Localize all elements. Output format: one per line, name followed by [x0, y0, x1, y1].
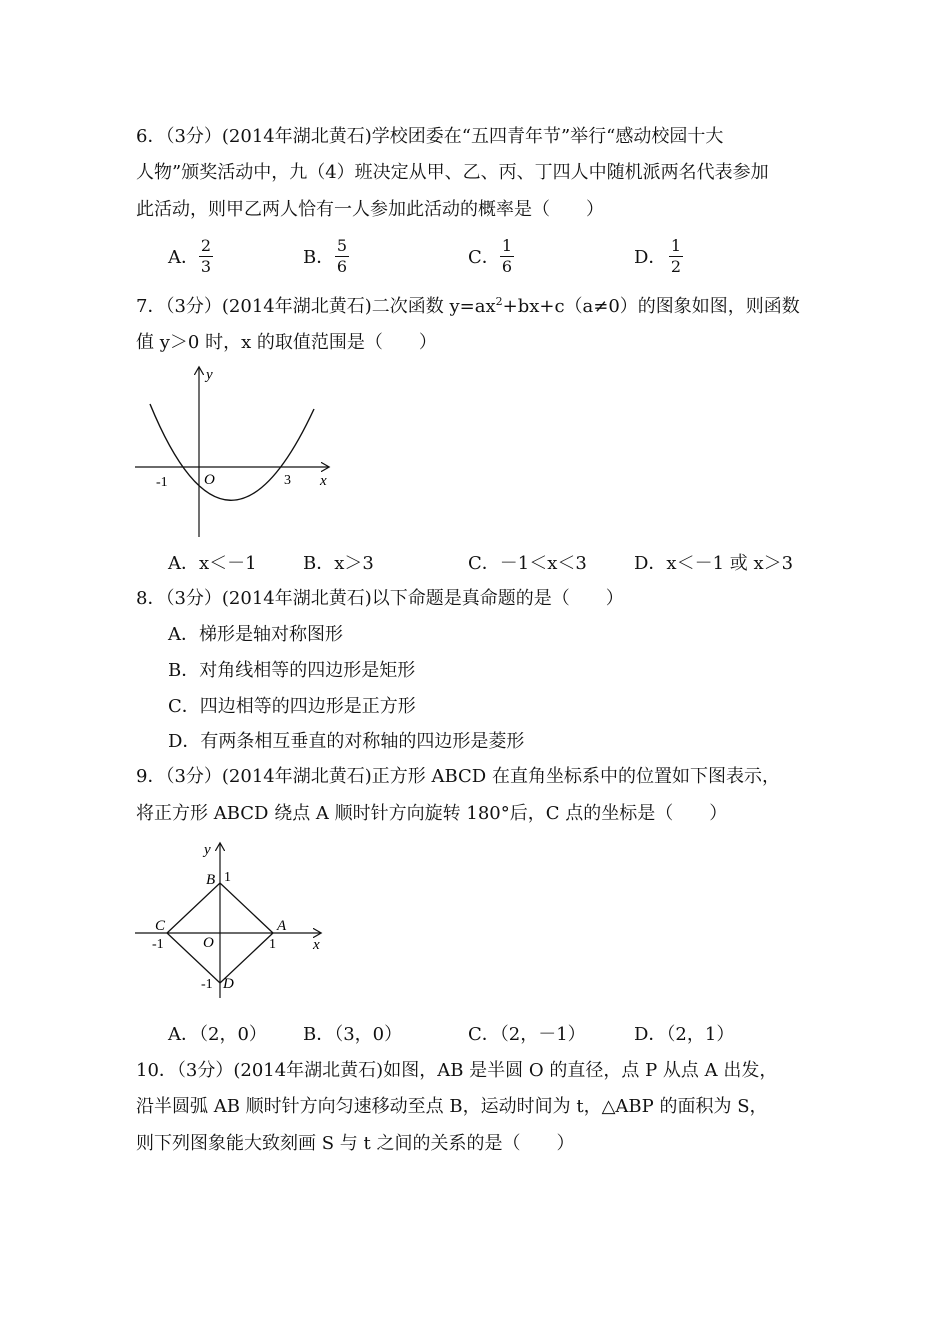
q8-option-a[interactable]: A．梯形是轴对称图形: [168, 624, 343, 645]
q9-option-d[interactable]: D．（2，1）: [634, 1024, 735, 1045]
q7-stem-part: +bx+c（a≠0）的图象如图，则函数: [502, 296, 800, 317]
origin-label: O: [204, 472, 215, 488]
q9-square-figure: [130, 838, 330, 1000]
option-label: A．: [168, 247, 199, 268]
fraction: 2 3: [200, 236, 212, 276]
vertex-b-label: B: [206, 872, 216, 888]
option-label: C．: [468, 247, 500, 268]
y-axis-label: y: [204, 842, 211, 858]
x-axis-label: x: [320, 473, 327, 489]
q9-option-b[interactable]: B．（3，0）: [303, 1024, 403, 1045]
tick-label-y-minus-1: -1: [201, 977, 213, 992]
q6-stem-line-2: 人物”颁奖活动中，九（4）班决定从甲、乙、丙、丁四人中随机派两名代表参加: [136, 162, 769, 183]
q9-stem-line-2: 将正方形 ABCD 绕点 A 顺时针方向旋转 180°后，C 点的坐标是（ ）: [136, 803, 728, 824]
q8-option-b[interactable]: B．对角线相等的四边形是矩形: [168, 660, 416, 681]
fraction: 1 6: [501, 236, 513, 276]
q9-stem-line-1: 9．（3分）(2014年湖北黄石)正方形 ABCD 在直角坐标系中的位置如下图表示，: [136, 766, 780, 787]
tick-label-minus-1: -1: [156, 475, 168, 490]
q6-stem-line-3: 此活动，则甲乙两人恰有一人参加此活动的概率是（ ）: [136, 199, 604, 220]
vertex-d-label: D: [223, 976, 234, 992]
q8-stem-line-1: 8．（3分）(2014年湖北黄石)以下命题是真命题的是（ ）: [136, 588, 624, 609]
option-label: B．: [303, 247, 335, 268]
vertex-c-label: C: [155, 918, 166, 934]
option-label: D．: [634, 247, 667, 268]
q9-option-c[interactable]: C．（2，－1）: [468, 1024, 586, 1045]
origin-label: O: [203, 935, 214, 951]
q7-parabola-figure: [130, 362, 340, 542]
tick-label-3: 3: [284, 473, 291, 488]
q10-stem-line-2: 沿半圆弧 AB 顺时针方向匀速移动至点 B，运动时间为 t，△ABP 的面积为 S，: [136, 1096, 768, 1117]
q7-option-b[interactable]: B．x＞3: [303, 553, 374, 574]
tick-label-x-minus-1: -1: [152, 937, 164, 952]
q7-option-a[interactable]: A．x＜－1: [168, 553, 257, 574]
q7-stem-line-2: 值 y＞0 时，x 的取值范围是（ ）: [136, 332, 437, 353]
q9-option-a[interactable]: A．（2，0）: [168, 1024, 267, 1045]
q10-stem-line-1: 10．（3分）(2014年湖北黄石)如图，AB 是半圆 O 的直径，点 P 从点 A 出发，: [136, 1060, 778, 1081]
fraction: 1 2: [670, 236, 682, 276]
fraction: 5 6: [336, 236, 348, 276]
exponent: 2: [495, 295, 503, 308]
tick-label-x-1: 1: [269, 937, 276, 952]
q10-stem-line-3: 则下列图象能大致刻画 S 与 t 之间的关系的是（ ）: [136, 1133, 575, 1154]
q8-option-c[interactable]: C．四边相等的四边形是正方形: [168, 696, 416, 717]
q8-option-d[interactable]: D．有两条相互垂直的对称轴的四边形是菱形: [168, 731, 525, 752]
q7-option-d[interactable]: D．x＜－1 或 x＞3: [634, 553, 794, 574]
tick-label-y-1: 1: [224, 870, 231, 885]
q7-stem-line-1: [136, 296, 800, 318]
x-axis-label: x: [313, 937, 320, 953]
y-axis-label: y: [206, 367, 213, 383]
q6-stem-line-1: 6．（3分）(2014年湖北黄石)学校团委在“五四青年节”举行“感动校园十大: [136, 126, 724, 147]
vertex-a-label: A: [277, 918, 287, 934]
q7-option-c[interactable]: C．－1＜x＜3: [468, 553, 587, 574]
q7-stem-part: 7．（3分）(2014年湖北黄石)二次函数 y=ax: [136, 296, 496, 317]
